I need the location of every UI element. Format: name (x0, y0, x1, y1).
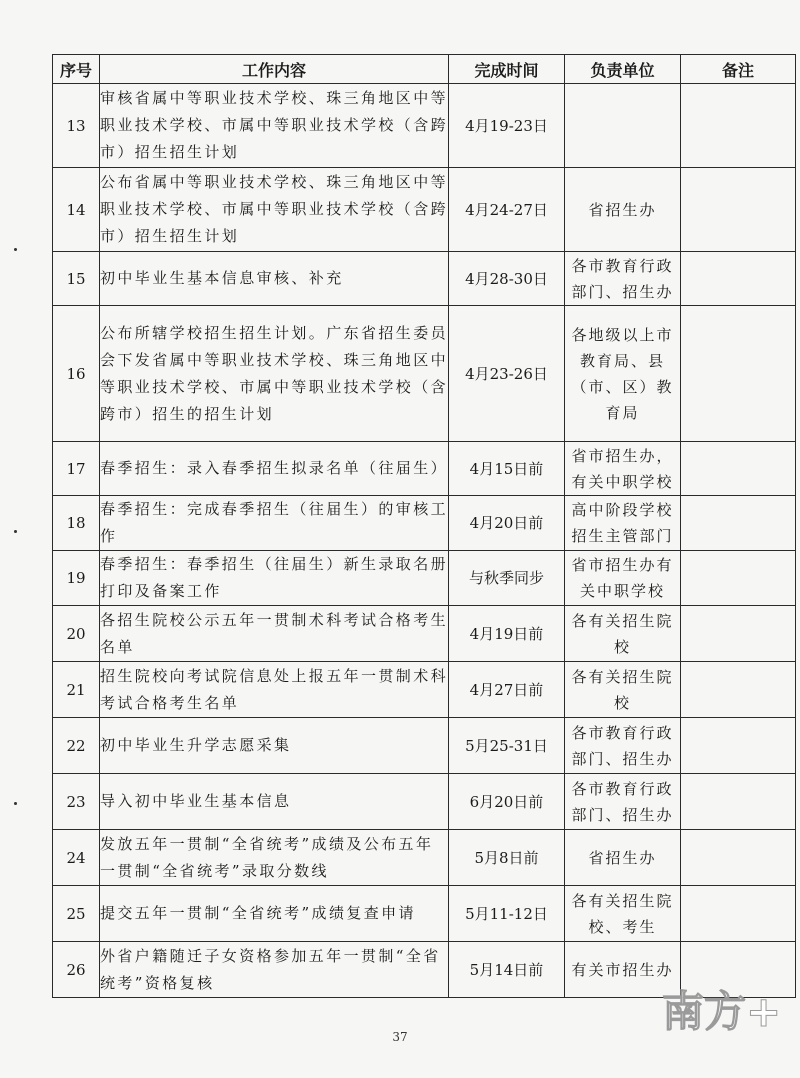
table-body (53, 84, 796, 998)
responsible-unit-line: 部门、招生办 (571, 749, 674, 768)
table-row (53, 496, 796, 551)
note-cell (681, 774, 796, 830)
row-number: 15 (53, 252, 100, 306)
responsible-unit-line: 部门、招生办 (571, 282, 674, 301)
table-row (53, 606, 796, 662)
responsible-unit-line: 校 (613, 637, 631, 656)
note-cell (681, 606, 796, 662)
row-number: 18 (53, 496, 100, 551)
completion-time: 5月14日前 (449, 942, 565, 998)
completion-time: 4月20日前 (449, 496, 565, 551)
row-number: 25 (53, 886, 100, 942)
responsible-unit-line: 有关市招生办 (571, 960, 674, 979)
row-number: 19 (53, 551, 100, 606)
responsible-unit-line: 教育局、县 (579, 351, 665, 370)
note-cell (681, 306, 796, 442)
completion-time: 4月19-23日 (449, 84, 565, 168)
row-number: 24 (53, 830, 100, 886)
work-content: 发放五年一贯制“全省统考”成绩及公布五年一贯制“全省统考”录取分数线 (100, 830, 449, 886)
page-number: 37 (392, 1030, 408, 1044)
table-header-row (53, 55, 796, 84)
row-number: 14 (53, 168, 100, 252)
table-row (53, 306, 796, 442)
work-content: 初中毕业生升学志愿采集 (100, 718, 449, 774)
responsible-unit-line: 高中阶段学校 (571, 501, 674, 519)
table-row (53, 168, 796, 252)
responsible-unit-line: 省市招生办有 (571, 556, 674, 574)
responsible-unit (565, 84, 681, 168)
note-cell (681, 252, 796, 306)
work-content: 公布省属中等职业技术学校、珠三角地区中等职业技术学校、市属中等职业技术学校（含跨市）招生招生计划 (100, 168, 449, 252)
table-row (53, 662, 796, 718)
note-cell (681, 830, 796, 886)
responsible-unit-line: 关中职学校 (579, 582, 665, 600)
responsible-unit (565, 774, 681, 830)
responsible-unit-line: 省招生办 (588, 848, 657, 867)
table-row (53, 886, 796, 942)
responsible-unit (565, 718, 681, 774)
note-cell (681, 496, 796, 551)
completion-time: 4月23-26日 (449, 306, 565, 442)
work-content: 提交五年一贯制“全省统考”成绩复查申请 (100, 886, 449, 942)
responsible-unit (565, 830, 681, 886)
header-content: 工作内容 (100, 55, 449, 84)
completion-time: 5月8日前 (449, 830, 565, 886)
responsible-unit (565, 662, 681, 718)
margin-mark (14, 802, 17, 805)
completion-time: 与秋季同步 (449, 551, 565, 606)
work-content: 招生院校向考试院信息处上报五年一贯制术科考试合格考生名单 (100, 662, 449, 718)
responsible-unit-line: 招生主管部门 (571, 527, 674, 545)
responsible-unit (565, 886, 681, 942)
work-content: 春季招生：春季招生（往届生）新生录取名册打印及备案工作 (100, 551, 449, 606)
margin-mark (14, 530, 17, 533)
responsible-unit (565, 496, 681, 551)
responsible-unit-line: 各有关招生院 (571, 891, 674, 910)
responsible-unit-line: 有关中职学校 (571, 472, 674, 491)
responsible-unit-line: 省市招生办， (571, 446, 674, 465)
responsible-unit (565, 306, 681, 442)
note-cell (681, 168, 796, 252)
completion-time: 4月24-27日 (449, 168, 565, 252)
responsible-unit-line: 各有关招生院 (571, 667, 674, 686)
header-note: 备注 (681, 55, 796, 84)
table-row (53, 252, 796, 306)
work-content: 春季招生：录入春季招生拟录名单（往届生） (100, 442, 449, 496)
responsible-unit-line: 各地级以上市 (571, 325, 674, 344)
responsible-unit-line: 省招生办 (588, 200, 657, 219)
completion-time: 6月20日前 (449, 774, 565, 830)
note-cell (681, 442, 796, 496)
note-cell (681, 718, 796, 774)
row-number: 21 (53, 662, 100, 718)
responsible-unit-line: 育局 (605, 403, 640, 422)
responsible-unit-line: 校 (613, 693, 631, 712)
responsible-unit-line: 各有关招生院 (571, 611, 674, 630)
margin-mark (14, 248, 17, 251)
work-content: 各招生院校公示五年一贯制术科考试合格考生名单 (100, 606, 449, 662)
row-number: 16 (53, 306, 100, 442)
row-number: 22 (53, 718, 100, 774)
work-content: 春季招生：完成春季招生（往届生）的审核工作 (100, 496, 449, 551)
schedule-table (52, 54, 796, 998)
work-content: 审核省属中等职业技术学校、珠三角地区中等职业技术学校、市属中等职业技术学校（含跨市）招生招生计划 (100, 84, 449, 168)
note-cell (681, 662, 796, 718)
completion-time: 4月19日前 (449, 606, 565, 662)
responsible-unit (565, 252, 681, 306)
work-content: 公布所辖学校招生招生计划。广东省招生委员会下发省属中等职业技术学校、珠三角地区中等职业技术学校、市属中等职业技术学校（含跨市）招生的招生计划 (100, 306, 449, 442)
responsible-unit-line: （市、区）教 (571, 377, 674, 396)
completion-time: 4月27日前 (449, 662, 565, 718)
work-content: 初中毕业生基本信息审核、补充 (100, 252, 449, 306)
work-content: 导入初中毕业生基本信息 (100, 774, 449, 830)
completion-time: 5月25-31日 (449, 718, 565, 774)
header-time: 完成时间 (449, 55, 565, 84)
row-number: 17 (53, 442, 100, 496)
work-content: 外省户籍随迁子女资格参加五年一贯制“全省统考”资格复核 (100, 942, 449, 998)
watermark-text: 南方+ (662, 987, 782, 1036)
responsible-unit-line: 各市教育行政 (571, 256, 674, 275)
table-row (53, 774, 796, 830)
header-no: 序号 (53, 55, 100, 84)
note-cell (681, 84, 796, 168)
responsible-unit (565, 606, 681, 662)
row-number: 26 (53, 942, 100, 998)
responsible-unit-line: 各市教育行政 (571, 723, 674, 742)
table-row (53, 718, 796, 774)
responsible-unit-line: 部门、招生办 (571, 805, 674, 824)
watermark-logo (660, 978, 782, 1038)
responsible-unit (565, 168, 681, 252)
row-number: 20 (53, 606, 100, 662)
completion-time: 4月28-30日 (449, 252, 565, 306)
responsible-unit (565, 551, 681, 606)
header-unit: 负责单位 (565, 55, 681, 84)
table-row (53, 551, 796, 606)
row-number: 13 (53, 84, 100, 168)
responsible-unit-line: 各市教育行政 (571, 779, 674, 798)
completion-time: 4月15日前 (449, 442, 565, 496)
table-row (53, 442, 796, 496)
responsible-unit (565, 442, 681, 496)
completion-time: 5月11-12日 (449, 886, 565, 942)
note-cell (681, 886, 796, 942)
table-row (53, 84, 796, 168)
note-cell (681, 551, 796, 606)
row-number: 23 (53, 774, 100, 830)
responsible-unit-line: 校、考生 (588, 917, 657, 936)
table-row (53, 830, 796, 886)
